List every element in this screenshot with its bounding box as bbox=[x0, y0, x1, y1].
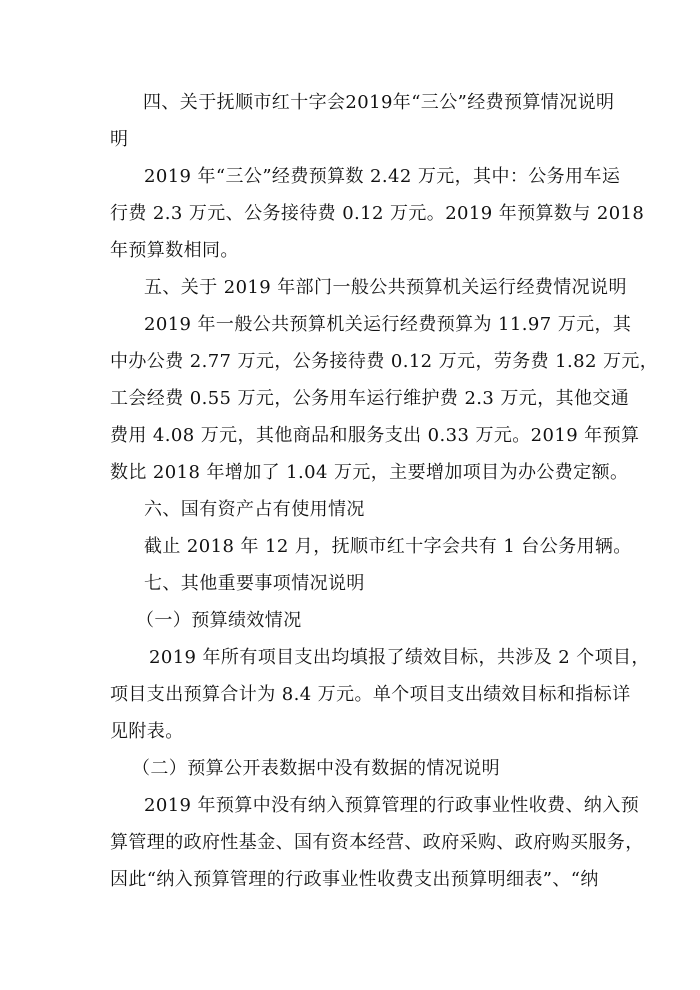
section-7-heading: 七、其他重要事项情况说明 bbox=[144, 573, 365, 594]
section-5-heading: 五、关于 2019 年部门一般公共预算机关运行经费情况说明 bbox=[144, 277, 627, 298]
paragraph-line: 行费 2.3 万元、公务接待费 0.12 万元。2019 年预算数与 2018 bbox=[110, 203, 645, 224]
paragraph-line: 2019 年“三公”经费预算数 2.42 万元，其中：公务用车运 bbox=[144, 166, 621, 187]
paragraph-line: 2019 年预算中没有纳入预算管理的行政事业性收费、纳入预 bbox=[144, 795, 640, 816]
paragraph-line: 2019 年所有项目支出均填报了绩效目标，共涉及 2 个项目， bbox=[149, 647, 650, 668]
paragraph-line: 中办公费 2.77 万元，公务接待费 0.12 万元，劳务费 1.82 万元， bbox=[110, 351, 659, 372]
paragraph-line: 费用 4.08 万元，其他商品和服务支出 0.33 万元。2019 年预算 bbox=[110, 425, 640, 446]
section-6-heading: 六、国有资产占有使用情况 bbox=[144, 499, 365, 520]
paragraph-line: 工会经费 0.55 万元，公务用车运行维护费 2.3 万元，其他交通 bbox=[110, 388, 630, 409]
paragraph-line: 2019 年一般公共预算机关运行经费预算为 11.97 万元，其 bbox=[144, 314, 632, 335]
paragraph-line: 数比 2018 年增加了 1.04 万元，主要增加项目为办公费定额。 bbox=[110, 462, 629, 483]
section-4-heading-wrap: 明 bbox=[110, 129, 129, 150]
paragraph-line: 年预算数相同。 bbox=[110, 240, 239, 261]
paragraph-line: 见附表。 bbox=[110, 721, 184, 742]
paragraph-line: 截止 2018 年 12 月，抚顺市红十字会共有 1 台公务用辆。 bbox=[144, 536, 632, 557]
paragraph-line: 算管理的政府性基金、国有资本经营、政府采购、政府购买服务， bbox=[110, 832, 644, 853]
section-4-heading: 四、关于抚顺市红十字会2019年“三公”经费预算情况说明 bbox=[143, 92, 615, 113]
paragraph-line: 项目支出预算合计为 8.4 万元。单个项目支出绩效目标和指标详 bbox=[110, 684, 631, 705]
subsection-1-heading: （一）预算绩效情况 bbox=[136, 610, 302, 631]
paragraph-line: 因此“纳入预算管理的行政事业性收费支出预算明细表”、“纳 bbox=[110, 869, 599, 890]
subsection-2-heading: （二）预算公开表数据中没有数据的情况说明 bbox=[132, 758, 500, 779]
